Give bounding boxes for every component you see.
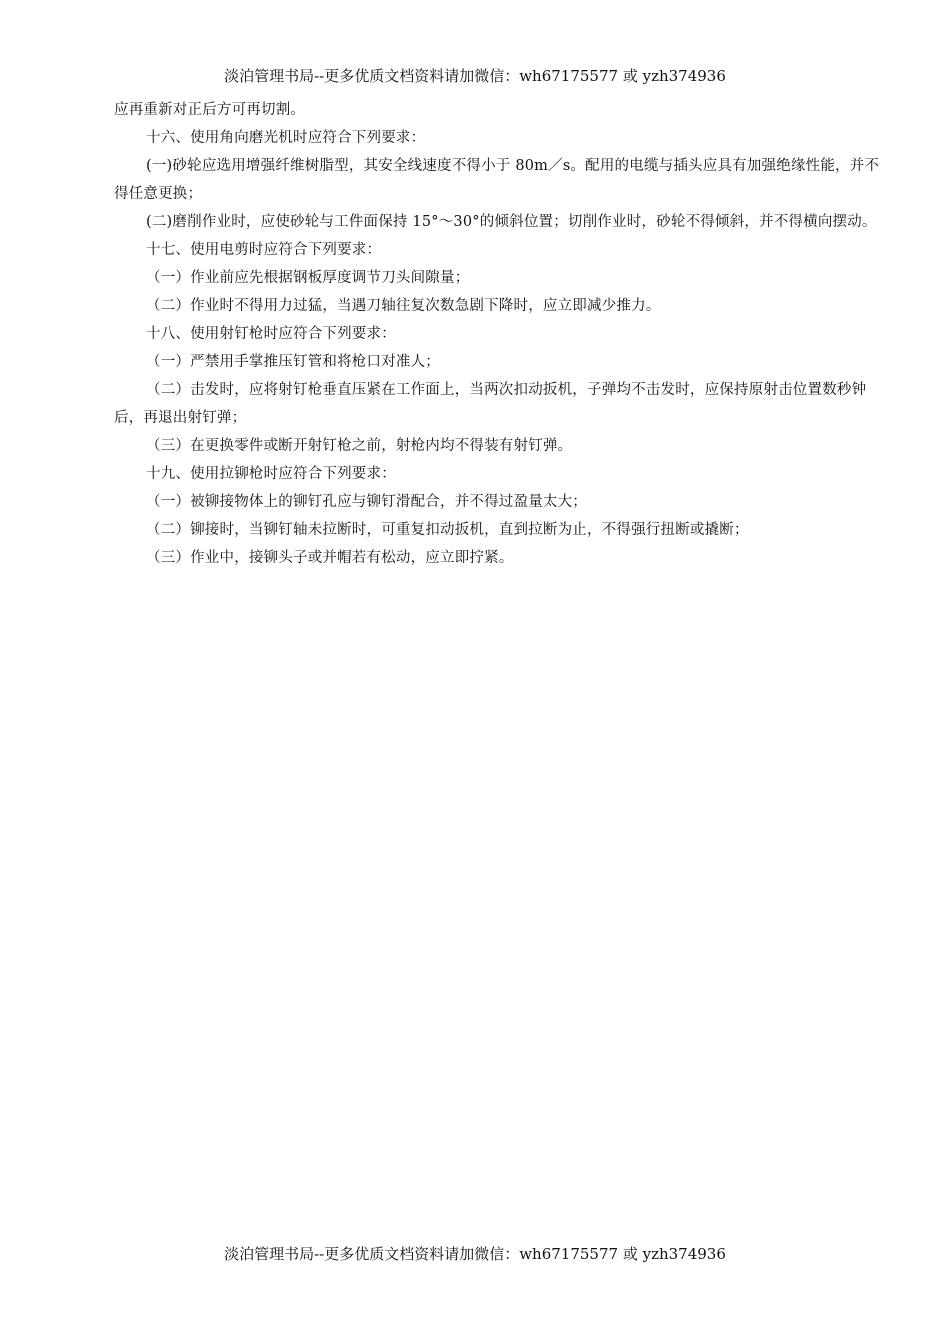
paragraph: (二)磨削作业时，应使砂轮与工件面保持 15°～30°的倾斜位置；切削作业时，砂轮不得倾斜，并不得横向摆动。 [146,214,877,230]
paragraph: （一）被铆接物体上的铆钉孔应与铆钉滑配合，并不得过盈量太大； [146,494,587,510]
section-heading-16: 十六、使用角向磨光机时应符合下列要求： [146,130,426,146]
page-footer: 淡泊管理书局--更多优质文档资料请加微信：wh67175577 或 yzh374936 [224,1245,726,1263]
paragraph: （一）严禁用手掌推压钉管和将枪口对准人； [146,354,440,370]
section-heading-17: 十七、使用电剪时应符合下列要求： [146,242,382,258]
paragraph: （二）铆接时，当铆钉轴未拉断时，可重复扣动扳机，直到拉断为止，不得强行扭断或撬断； [146,522,749,538]
paragraph: （三）在更换零件或断开射钉枪之前，射枪内均不得装有射钉弹。 [146,438,573,454]
page-header: 淡泊管理书局--更多优质文档资料请加微信：wh67175577 或 yzh374936 [224,67,726,85]
section-heading-19: 十九、使用拉铆枪时应符合下列要求： [146,466,396,482]
paragraph: 应再重新对正后方可再切割。 [114,102,306,118]
paragraph: （二）击发时，应将射钉枪垂直压紧在工作面上，当两次扣动扳机，子弹均不击发时，应保持原射击位置数秒钟后，再退出射钉弹； [114,382,867,426]
paragraph: （三）作业中，接铆头子或并帽若有松动，应立即拧紧。 [146,550,514,566]
section-heading-18: 十八、使用射钉枪时应符合下列要求： [146,326,396,342]
paragraph: （一）作业前应先根据钢板厚度调节刀头间隙量； [146,270,470,286]
paragraph: （二）作业时不得用力过猛，当遇刀轴往复次数急剧下降时，应立即减少推力。 [146,298,661,314]
paragraph: (一)砂轮应选用增强纤维树脂型，其安全线速度不得小于 80m／s。配用的电缆与插头应具有加强绝缘性能，并不得任意更换； [114,158,880,202]
document-body [114,96,892,572]
